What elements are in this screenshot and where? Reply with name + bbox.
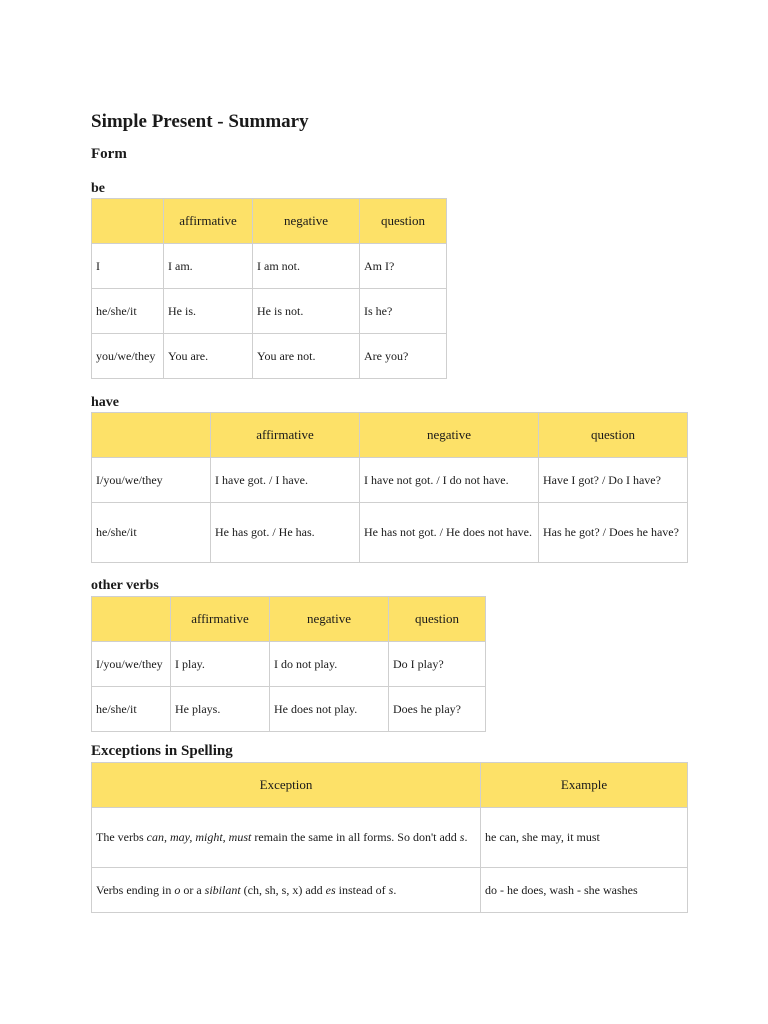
header-cell: question: [539, 413, 688, 458]
text-run: or a: [180, 882, 205, 897]
text-run: Verbs ending in: [96, 882, 175, 897]
table-header-row: [92, 597, 486, 642]
table-cell: [92, 868, 481, 913]
table-header-row: [92, 413, 688, 458]
table-cell: I: [92, 244, 164, 289]
other-verbs-table: [91, 596, 486, 732]
header-cell: Exception: [92, 763, 481, 808]
have-table: [91, 412, 688, 563]
table-cell: he/she/it: [92, 687, 171, 732]
italic-run: s: [459, 830, 465, 844]
table-cell: I/you/we/they: [92, 642, 171, 687]
table-cell: He has not got. / He does not have.: [360, 503, 539, 563]
table-cell: He plays.: [171, 687, 270, 732]
table-row: [92, 868, 688, 913]
table-header-row: [92, 199, 447, 244]
table-cell: Are you?: [360, 334, 447, 379]
table-cell: [92, 808, 481, 868]
table-cell: I am.: [164, 244, 253, 289]
table-cell: Is he?: [360, 289, 447, 334]
table-row: [92, 334, 447, 379]
table-cell: he/she/it: [92, 289, 164, 334]
header-cell: question: [389, 597, 486, 642]
table-cell: I am not.: [253, 244, 360, 289]
table-cell: He is not.: [253, 289, 360, 334]
table-row: [92, 808, 688, 868]
table-row: [92, 642, 486, 687]
italic-run: s: [388, 882, 394, 897]
table-cell: I have not got. / I do not have.: [360, 458, 539, 503]
italic-run: es: [325, 882, 336, 897]
header-cell: negative: [270, 597, 389, 642]
header-cell: affirmative: [164, 199, 253, 244]
table-cell: Have I got? / Do I have?: [539, 458, 688, 503]
table-header-row: [92, 763, 688, 808]
table-row: [92, 503, 688, 563]
table-cell: He is.: [164, 289, 253, 334]
header-cell: negative: [253, 199, 360, 244]
table-cell: Do I play?: [389, 642, 486, 687]
form-heading: Form: [91, 146, 127, 162]
table-row: [92, 458, 688, 503]
header-cell: affirmative: [171, 597, 270, 642]
have-heading: have: [91, 395, 119, 410]
table-cell: Has he got? / Does he have?: [539, 503, 688, 563]
italic-run: o: [174, 882, 181, 897]
other-verbs-heading: other verbs: [91, 578, 159, 593]
header-cell: Example: [481, 763, 688, 808]
text-run: remain the same in all forms. So don't add: [251, 830, 460, 844]
table-cell: he/she/it: [92, 503, 211, 563]
table-cell: he can, she may, it must: [481, 808, 688, 868]
text-run: .: [464, 830, 468, 844]
table-cell: I/you/we/they: [92, 458, 211, 503]
be-table: [91, 198, 447, 379]
text-run: (ch, sh, s, x) add: [240, 882, 326, 897]
table-cell: He does not play.: [270, 687, 389, 732]
text-run: instead of: [335, 882, 389, 897]
table-row: [92, 687, 486, 732]
be-heading: be: [91, 181, 105, 196]
spelling-table: [91, 762, 688, 913]
header-cell: [92, 199, 164, 244]
italic-run: can, may, might, must: [146, 830, 252, 844]
header-cell: affirmative: [211, 413, 360, 458]
spelling-heading: Exceptions in Spelling: [91, 743, 233, 759]
table-cell: You are not.: [253, 334, 360, 379]
page-title: Simple Present - Summary: [91, 111, 309, 132]
table-cell: I do not play.: [270, 642, 389, 687]
table-cell: I play.: [171, 642, 270, 687]
header-cell: [92, 413, 211, 458]
table-cell: you/we/they: [92, 334, 164, 379]
header-cell: question: [360, 199, 447, 244]
italic-run: sibilant: [204, 882, 241, 897]
header-cell: negative: [360, 413, 539, 458]
table-row: [92, 244, 447, 289]
text-run: .: [393, 882, 397, 897]
table-cell: do - he does, wash - she washes: [481, 868, 688, 913]
text-run: The verbs: [96, 830, 147, 844]
table-cell: Am I?: [360, 244, 447, 289]
document-page: [91, 110, 691, 897]
table-row: [92, 289, 447, 334]
table-cell: You are.: [164, 334, 253, 379]
table-cell: He has got. / He has.: [211, 503, 360, 563]
table-cell: Does he play?: [389, 687, 486, 732]
table-cell: I have got. / I have.: [211, 458, 360, 503]
header-cell: [92, 597, 171, 642]
